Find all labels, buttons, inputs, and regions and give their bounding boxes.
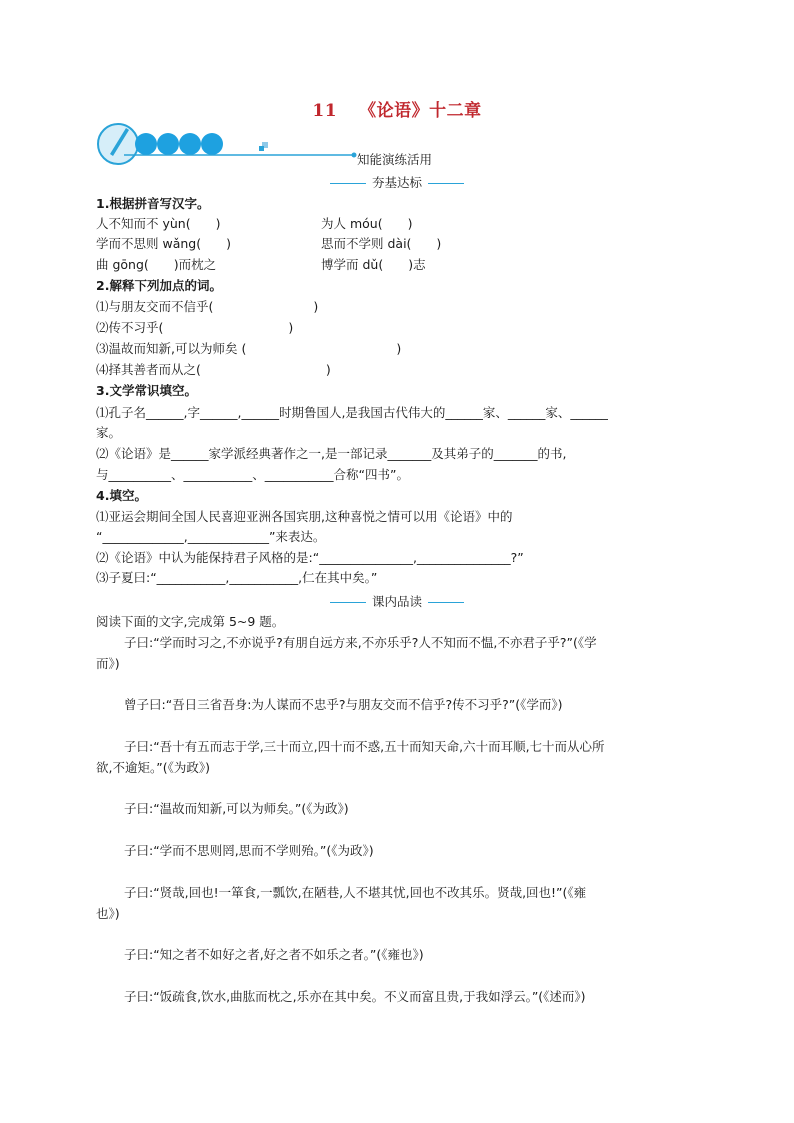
subheading-reading xyxy=(0,592,794,610)
lesson-title: 《论语》十二章 xyxy=(359,101,482,121)
question-4-item: ⑵《论语》中认为能保持君子风格的是:“_______________,_______________?” xyxy=(96,550,524,565)
banner-square xyxy=(259,146,264,151)
question-4-item: ⑴亚运会期间全国人民喜迎亚洲各国宾朋,这种喜悦之情可以用《论语》中的 xyxy=(96,509,513,524)
subheading-text: 课内品读 xyxy=(371,594,422,609)
subheading-rule xyxy=(330,183,366,184)
question-1-item: 思而不学则 dài( ) xyxy=(321,236,442,251)
lesson-number: 11 xyxy=(312,101,338,121)
banner-dot xyxy=(201,133,223,155)
subheading-rule xyxy=(428,183,464,184)
subheading-text: 夯基达标 xyxy=(371,175,422,190)
question-2-item: ⑶温故而知新,可以为师矣 ( ) xyxy=(96,341,402,356)
subheading-rule xyxy=(330,602,366,603)
question-1-item: 曲 gōng( )而枕之 xyxy=(96,257,217,272)
reading-passage: 子曰:“贤哉,回也!一箪食,一瓢饮,在陋巷,人不堪其忧,回也不改其乐。贤哉,回也!”(《雍 xyxy=(124,885,587,900)
section-label: 知能演练活用 xyxy=(357,152,433,167)
reading-passage: 子曰:“吾十有五而志于学,三十而立,四十而不惑,五十而知天命,六十而耳顺,七十而从心所 xyxy=(124,739,605,754)
banner-dot xyxy=(135,133,157,155)
question-3-item: 与__________、___________、___________合称“四书”。 xyxy=(96,467,409,482)
question-2-heading: 2.解释下列加点的词。 xyxy=(96,278,222,293)
question-2-item: ⑷择其善者而从之( ) xyxy=(96,362,331,377)
reading-passage: 子曰:“温故而知新,可以为师矣。”(《为政》) xyxy=(124,801,349,816)
reading-passage: 子曰:“学而不思则罔,思而不学则殆。”(《为政》) xyxy=(124,843,374,858)
subheading-basics xyxy=(0,173,794,191)
question-4-item: ⑶子夏曰:“___________,___________,仁在其中矣。” xyxy=(96,570,378,585)
question-4-item: “_____________,_____________”来表达。 xyxy=(96,529,326,544)
question-1-heading: 1.根据拼音写汉字。 xyxy=(96,196,210,211)
question-1-item: 为人 móu( ) xyxy=(321,216,413,231)
question-3-item: ⑴孔子名______,字______,______时期鲁国人,是我国古代伟大的______家、______家、______ xyxy=(96,405,608,420)
subheading-rule xyxy=(428,602,464,603)
reading-passage: 曾子曰:“吾日三省吾身:为人谋而不忠乎?与朋友交而不信乎?传不习乎?”(《学而》) xyxy=(124,697,563,712)
question-1-item: 人不知而不 yùn( ) xyxy=(96,216,221,231)
banner-rule-dot xyxy=(352,153,357,158)
page-title xyxy=(0,96,794,121)
question-3-item: 家。 xyxy=(96,425,122,440)
banner-dot xyxy=(157,133,179,155)
question-2-item: ⑴与朋友交而不信乎( ) xyxy=(96,299,319,314)
reading-passage: 子曰:“饭疏食,饮水,曲肱而枕之,乐亦在其中矣。不义而富且贵,于我如浮云。”(《述而》) xyxy=(124,989,586,1004)
reading-intro: 阅读下面的文字,完成第 5~9 题。 xyxy=(96,614,285,629)
reading-passage: 子曰:“知之者不如好之者,好之者不如乐之者。”(《雍也》) xyxy=(124,947,424,962)
reading-passage: 子曰:“学而时习之,不亦说乎?有朋自远方来,不亦乐乎?人不知而不愠,不亦君子乎?”(《学 xyxy=(124,635,597,650)
question-3-item: ⑵《论语》是______家学派经典著作之一,是一部记录_______及其弟子的_______的书, xyxy=(96,446,567,461)
question-1-item: 博学而 dǔ( )志 xyxy=(321,257,426,272)
reading-passage: 欲,不逾矩。”(《为政》) xyxy=(96,760,210,775)
reading-passage: 而》) xyxy=(96,656,120,671)
question-1-item: 学而不思则 wǎng( ) xyxy=(96,236,231,251)
banner-dot xyxy=(179,133,201,155)
reading-passage: 也》) xyxy=(96,906,120,921)
question-2-item: ⑵传不习乎( ) xyxy=(96,320,294,335)
question-4-heading: 4.填空。 xyxy=(96,488,147,503)
question-3-heading: 3.文学常识填空。 xyxy=(96,383,197,398)
